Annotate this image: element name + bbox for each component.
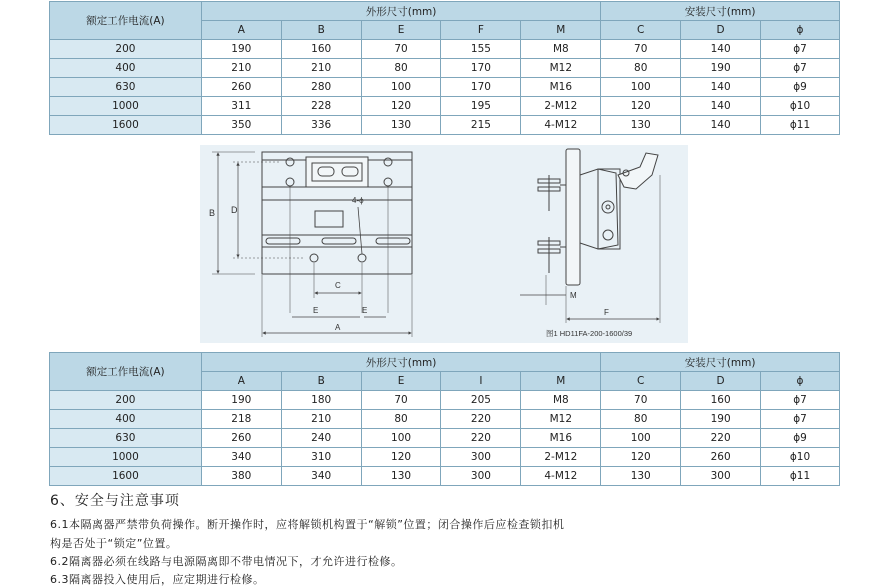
table-cell: 260: [201, 78, 281, 97]
table-cell: M16: [521, 78, 601, 97]
table-cell: 155: [441, 40, 521, 59]
table-cell: 160: [281, 40, 361, 59]
table-cell: 2-M12: [521, 448, 601, 467]
table-cell: 130: [601, 467, 681, 486]
table-cell: 300: [441, 448, 521, 467]
table-cell: ϕ7: [761, 40, 840, 59]
table-cell: 205: [441, 391, 521, 410]
technical-drawing: [200, 145, 688, 343]
hole-label: 4-ϕ: [352, 196, 364, 205]
table-cell: 100: [361, 78, 441, 97]
figure-caption: 图1 HD11FA-200-1600/39: [546, 329, 633, 338]
table-cell: 160: [681, 391, 761, 410]
table-cell: 190: [201, 391, 281, 410]
table-row: [50, 40, 840, 59]
table-cell: ϕ7: [761, 391, 840, 410]
outer-dimensions-header: 外形尺寸(mm): [201, 2, 600, 21]
table-cell: 80: [361, 410, 441, 429]
table-cell: 190: [681, 410, 761, 429]
table-cell: 200: [50, 391, 202, 410]
dim-label-c: C: [335, 281, 341, 290]
table-cell: ϕ7: [761, 59, 840, 78]
dim-label-a: A: [335, 323, 341, 332]
rated-current-header: 额定工作电流(A): [50, 2, 202, 40]
table-cell: 80: [601, 59, 681, 78]
column-header: B: [281, 21, 361, 40]
column-header: A: [201, 21, 281, 40]
table-cell: ϕ11: [761, 467, 840, 486]
table-cell: 140: [681, 40, 761, 59]
table-cell: 120: [601, 97, 681, 116]
table-cell: 260: [201, 429, 281, 448]
table-cell: 130: [601, 116, 681, 135]
table-row: [50, 429, 840, 448]
paragraph-6-1-line-1: 6.1本隔离器严禁带负荷操作。断开操作时，应将解锁机构置于“解锁”位置；闭合操作后应检查锁扣机: [50, 518, 565, 531]
spec-table-2: [49, 352, 840, 486]
table-cell: 340: [201, 448, 281, 467]
section-title: 6、安全与注意事项: [50, 493, 180, 509]
mounting-dimensions-header: 安装尺寸(mm): [601, 2, 840, 21]
table-cell: ϕ11: [761, 116, 840, 135]
table-cell: 310: [281, 448, 361, 467]
table-cell: 311: [201, 97, 281, 116]
table-row: [50, 391, 840, 410]
table-row: [50, 97, 840, 116]
dim-label-e2: E: [362, 306, 368, 315]
column-header: B: [281, 372, 361, 391]
column-header: F: [441, 21, 521, 40]
table-cell: 400: [50, 59, 202, 78]
table-cell: 190: [201, 40, 281, 59]
table-row: [50, 78, 840, 97]
table-cell: 1600: [50, 467, 202, 486]
column-header: C: [601, 21, 681, 40]
table-cell: ϕ9: [761, 429, 840, 448]
dim-label-b: B: [209, 208, 216, 218]
table-cell: 220: [441, 429, 521, 448]
table-cell: 218: [201, 410, 281, 429]
column-header: A: [201, 372, 281, 391]
table-cell: 100: [601, 429, 681, 448]
table-cell: 140: [681, 116, 761, 135]
table-cell: 195: [441, 97, 521, 116]
table-cell: 380: [201, 467, 281, 486]
dim-label-d: D: [231, 205, 238, 215]
table-cell: ϕ10: [761, 448, 840, 467]
table-cell: 170: [441, 78, 521, 97]
table-cell: 120: [601, 448, 681, 467]
table-cell: 100: [361, 429, 441, 448]
table-cell: 100: [601, 78, 681, 97]
table-cell: 80: [601, 410, 681, 429]
table-cell: 220: [441, 410, 521, 429]
table-cell: 336: [281, 116, 361, 135]
column-header: ϕ: [761, 21, 840, 40]
table-cell: 120: [361, 448, 441, 467]
table-row: [50, 59, 840, 78]
column-header: E: [361, 21, 441, 40]
table-cell: 1600: [50, 116, 202, 135]
table-cell: 240: [281, 429, 361, 448]
column-header: ϕ: [761, 372, 840, 391]
table-cell: 4-M12: [521, 116, 601, 135]
column-header: E: [361, 372, 441, 391]
table-cell: 70: [601, 40, 681, 59]
table-cell: 140: [681, 97, 761, 116]
table-cell: 220: [681, 429, 761, 448]
dim-label-m: M: [570, 291, 577, 300]
table-cell: 140: [681, 78, 761, 97]
table-cell: 210: [201, 59, 281, 78]
column-header: I: [441, 372, 521, 391]
table-cell: 210: [281, 59, 361, 78]
table-cell: 180: [281, 391, 361, 410]
table-cell: 260: [681, 448, 761, 467]
column-header: D: [681, 21, 761, 40]
table-cell: ϕ10: [761, 97, 840, 116]
table-cell: 215: [441, 116, 521, 135]
table-cell: M16: [521, 429, 601, 448]
table-cell: 170: [441, 59, 521, 78]
table-cell: M12: [521, 410, 601, 429]
table-cell: 70: [601, 391, 681, 410]
rated-current-header: 额定工作电流(A): [50, 353, 202, 391]
column-header: M: [521, 372, 601, 391]
table-cell: 70: [361, 40, 441, 59]
front-view-drawing: [212, 152, 412, 337]
table-cell: 300: [681, 467, 761, 486]
paragraph-6-3: 6.3隔离器投入使用后，应定期进行检修。: [50, 573, 265, 586]
table-cell: 130: [361, 116, 441, 135]
table-cell: 80: [361, 59, 441, 78]
dim-label-f: F: [604, 308, 609, 317]
table-cell: 1000: [50, 97, 202, 116]
side-view-drawing: [520, 149, 660, 323]
table-cell: ϕ7: [761, 410, 840, 429]
table-cell: 190: [681, 59, 761, 78]
table-row: [50, 448, 840, 467]
table-cell: 340: [281, 467, 361, 486]
dim-label-e1: E: [313, 306, 319, 315]
table-cell: 630: [50, 78, 202, 97]
table-cell: 120: [361, 97, 441, 116]
table-row: [50, 410, 840, 429]
outer-dimensions-header: 外形尺寸(mm): [201, 353, 600, 372]
column-header: C: [601, 372, 681, 391]
table-cell: 300: [441, 467, 521, 486]
column-header: D: [681, 372, 761, 391]
paragraph-6-1-line-2: 构是否处于“锁定”位置。: [50, 537, 178, 550]
table-cell: 400: [50, 410, 202, 429]
table-cell: ϕ9: [761, 78, 840, 97]
table-cell: 630: [50, 429, 202, 448]
table-cell: 130: [361, 467, 441, 486]
table-cell: M12: [521, 59, 601, 78]
table-row: [50, 467, 840, 486]
table-cell: M8: [521, 391, 601, 410]
column-header: M: [521, 21, 601, 40]
paragraph-6-2: 6.2隔离器必须在线路与电源隔离即不带电情况下，才允许进行检修。: [50, 555, 403, 568]
table-cell: 280: [281, 78, 361, 97]
table-cell: 2-M12: [521, 97, 601, 116]
table-cell: 350: [201, 116, 281, 135]
table-cell: 210: [281, 410, 361, 429]
table-cell: M8: [521, 40, 601, 59]
table-cell: 200: [50, 40, 202, 59]
table-cell: 1000: [50, 448, 202, 467]
spec-table-1: [49, 1, 840, 135]
mounting-dimensions-header: 安装尺寸(mm): [601, 353, 840, 372]
table-row: [50, 116, 840, 135]
table-cell: 4-M12: [521, 467, 601, 486]
table-cell: 70: [361, 391, 441, 410]
table-cell: 228: [281, 97, 361, 116]
